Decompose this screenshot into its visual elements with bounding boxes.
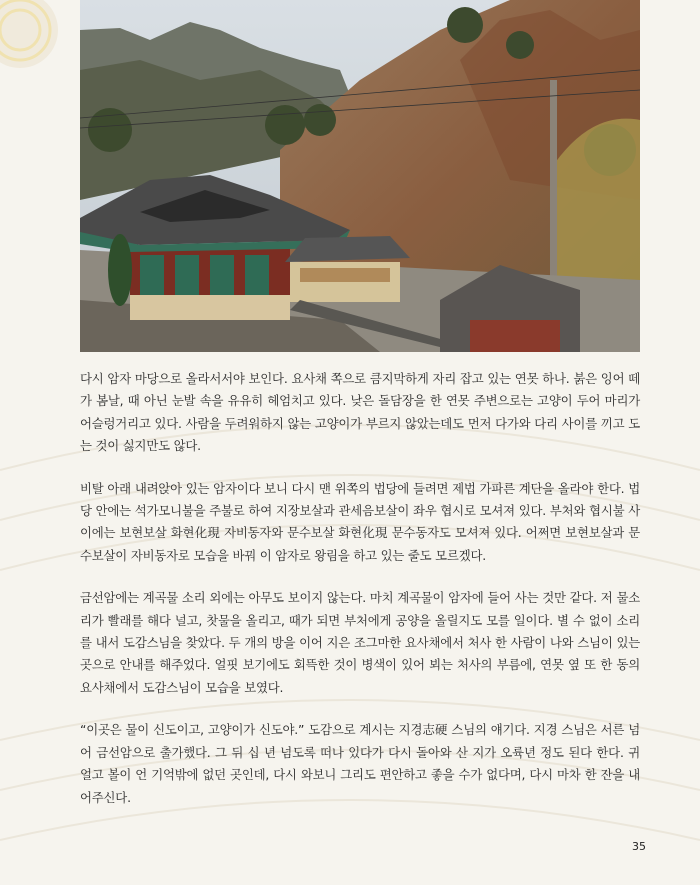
- paragraph-1: 다시 암자 마당으로 올라서서야 보인다. 요사채 쪽으로 큼지막하게 자리 잡고 있는 연못 하나. 붉은 잉어 떼가 봄날, 때 아닌 눈발 속을 유유히 헤엄치고 있다. 낮은 돌담장을 한 연못 주변으로는 고양이 두어 마리가 어슬렁거리고 있다. 사람을 두려워하지 않는 고양이가 부르지 않았는데도 먼저 다가와 다리 사이를 끼고 도는 것이 싫지만도 않다.: [80, 371, 640, 454]
- paragraph-2: 비탈 아래 내려앉아 있는 암자이다 보니 다시 맨 위쪽의 법당에 들려면 제법 가파른 계단을 올라야 한다. 법당 안에는 석가모니불을 주불로 하여 지장보살과 관세음보살이 좌우 협시로 모셔져 있다. 부처와 협시불 사이에는 보현보살 화현化現 자비동자와 문수보살 화현化現 문수동자도 모셔져 있다. 어쩌면 보현보살과 문수보살이 자비동자로 모습을 바꿔 이 암자로 왕림을 하고 있는 줄도 모르겠다.: [80, 480, 640, 563]
- paragraph-4: “이곳은 물이 신도이고, 고양이가 신도야.” 도감으로 계시는 지경志硬 스님의 얘기다. 지경 스님은 서른 넘어 금선암으로 출가했다. 그 뒤 십 년 넘도록 떠나 있다가 다시 돌아와 산 지가 오륙년 정도 된다 한다. 귀 얼고 볼이 언 기억밖에 없던 곳인데, 다시 와보니 그리도 편안하고 좋을 수가 없다며, 다시 마차 한 잔을 내어주신다.: [80, 722, 640, 805]
- page-number: 35: [632, 840, 646, 853]
- temple-photo: [80, 0, 640, 352]
- article-body: [80, 368, 640, 829]
- paragraph-3: 금선암에는 계곡물 소리 외에는 아무도 보이지 않는다. 마치 계곡물이 암자에 들어 사는 것만 같다. 저 물소리가 빨래를 해다 널고, 찻물을 올리고, 때가 되면 부처에게 공양을 올릴지도 모를 일이다. 별 수 없이 소리를 내서 도감스님을 찾았다. 두 개의 방을 이어 지은 조그마한 요사채에서 처사 한 사람이 나와 스님이 있는 곳으로 안내를 해주었다. 얼핏 보기에도 회뜩한 것이 병색이 있어 뵈는 처사의 부름에, 연못 옆 또 한 동의 요사채에서 도감스님이 모습을 보였다.: [80, 590, 640, 695]
